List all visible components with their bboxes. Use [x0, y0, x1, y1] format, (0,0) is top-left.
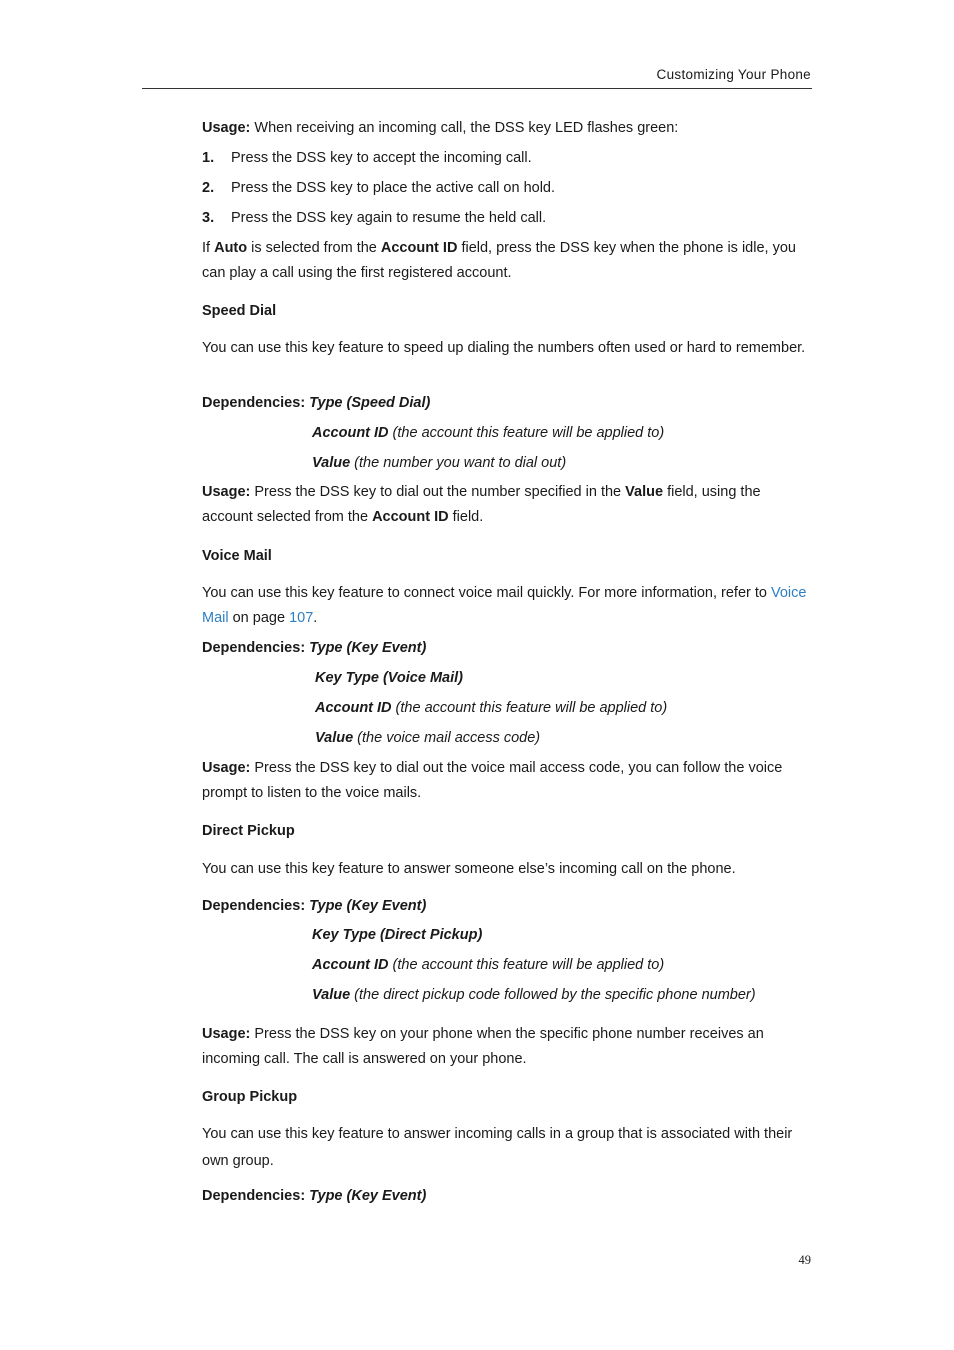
usage-label: Usage: [202, 760, 251, 776]
step-number: 1. [202, 150, 215, 166]
dependencies-label: Dependencies: [202, 395, 306, 411]
dependency-type: Type (Key Event) [305, 1188, 427, 1204]
text-run: on page [228, 610, 290, 626]
auto-paragraph [202, 236, 812, 286]
header-rule [142, 88, 812, 89]
voice-mail-usage [202, 756, 812, 806]
section-heading-voice-mail: Voice Mail [202, 548, 272, 564]
term-desc: (the voice mail access code) [353, 730, 541, 746]
speed-dial-intro: You can use this key feature to speed up dialing the numbers often used or hard to remember. [202, 340, 806, 356]
dependency-value [315, 726, 540, 751]
step-item [202, 146, 812, 171]
term-desc: (the direct pickup code followed by the specific phone number) [350, 987, 756, 1003]
term: Value [312, 455, 351, 471]
value-term: Value [625, 484, 664, 500]
usage-label: Usage: [202, 484, 251, 500]
voice-mail-dependencies [202, 636, 812, 661]
direct-pickup-usage [202, 1022, 812, 1072]
account-id-term: Account ID [372, 509, 449, 525]
usage-label: Usage: [202, 120, 251, 136]
group-pickup-intro: You can use this key feature to answer incoming calls in a group that is associated with their own group. [202, 1126, 793, 1169]
dependency-account-id [312, 421, 664, 446]
group-pickup-dependencies [202, 1184, 812, 1209]
text-run: . [313, 610, 318, 626]
text-run: field. [448, 509, 484, 525]
term: Value [315, 730, 354, 746]
text-run: field, press the DSS key when the phone is idle, you can play a call using the first registered account. [202, 240, 796, 281]
direct-pickup-intro: You can use this key feature to answer someone else’s incoming call on the phone. [202, 861, 736, 877]
text-run: Press the DSS key to dial out the number specified in the [250, 484, 626, 500]
step-text: Press the DSS key again to resume the held call. [231, 210, 547, 226]
usage-paragraph [202, 116, 812, 141]
header-title: Customizing Your Phone [656, 67, 811, 82]
dependency-type: Type (Speed Dial) [305, 395, 431, 411]
usage-text: When receiving an incoming call, the DSS key LED flashes green: [250, 120, 679, 136]
usage-text: Press the DSS key on your phone when the specific phone number receives an incoming call. The call is answered on your phone. [202, 1026, 764, 1067]
text-run: You can use this key feature to connect voice mail quickly. For more information, refer to [202, 585, 771, 601]
term: Account ID [315, 700, 392, 716]
section-heading-speed-dial: Speed Dial [202, 303, 277, 319]
dependency-value [312, 983, 756, 1008]
term-desc: (the account this feature will be applied to) [388, 425, 665, 441]
voice-mail-intro [202, 581, 812, 631]
step-text: Press the DSS key to place the active call on hold. [231, 180, 556, 196]
dependencies-label: Dependencies: [202, 898, 306, 914]
text-run: is selected from the [247, 240, 381, 256]
speed-dial-usage [202, 480, 812, 530]
dependency-account-id [315, 696, 667, 721]
step-item [202, 206, 812, 231]
term-desc: (the number you want to dial out) [350, 455, 567, 471]
usage-text: Press the DSS key to dial out the voice mail access code, you can follow the voice prompt to listen to the voice mails. [202, 760, 783, 801]
auto-term: Auto [214, 240, 248, 256]
step-number: 2. [202, 180, 215, 196]
speed-dial-dependencies [202, 391, 812, 416]
text-run: field, using the account selected from the [202, 484, 761, 525]
dependency-key-type: Key Type (Voice Mail) [315, 670, 463, 686]
direct-pickup-dependencies [202, 894, 812, 919]
dependency-account-id [312, 953, 664, 978]
page-number: 49 [798, 1253, 811, 1267]
term-desc: (the account this feature will be applied to) [388, 957, 665, 973]
dependency-value [312, 451, 566, 476]
dependencies-label: Dependencies: [202, 640, 306, 656]
section-heading-direct-pickup: Direct Pickup [202, 823, 295, 839]
dependencies-label: Dependencies: [202, 1188, 306, 1204]
step-item [202, 176, 812, 201]
step-text: Press the DSS key to accept the incoming call. [231, 150, 532, 166]
dependency-type: Type (Key Event) [305, 640, 427, 656]
term: Value [312, 987, 351, 1003]
term-desc: (the account this feature will be applied to) [391, 700, 668, 716]
term: Account ID [312, 957, 389, 973]
usage-label: Usage: [202, 1026, 251, 1042]
page-link[interactable]: 107 [289, 610, 314, 626]
account-id-term: Account ID [380, 240, 458, 256]
section-heading-group-pickup: Group Pickup [202, 1089, 298, 1105]
voice-mail-link[interactable]: Voice Mail [202, 585, 807, 626]
term: Account ID [312, 425, 389, 441]
dependency-key-type: Key Type (Direct Pickup) [312, 927, 483, 943]
step-number: 3. [202, 210, 215, 226]
dependency-type: Type (Key Event) [305, 898, 427, 914]
text-run: If [202, 240, 215, 256]
